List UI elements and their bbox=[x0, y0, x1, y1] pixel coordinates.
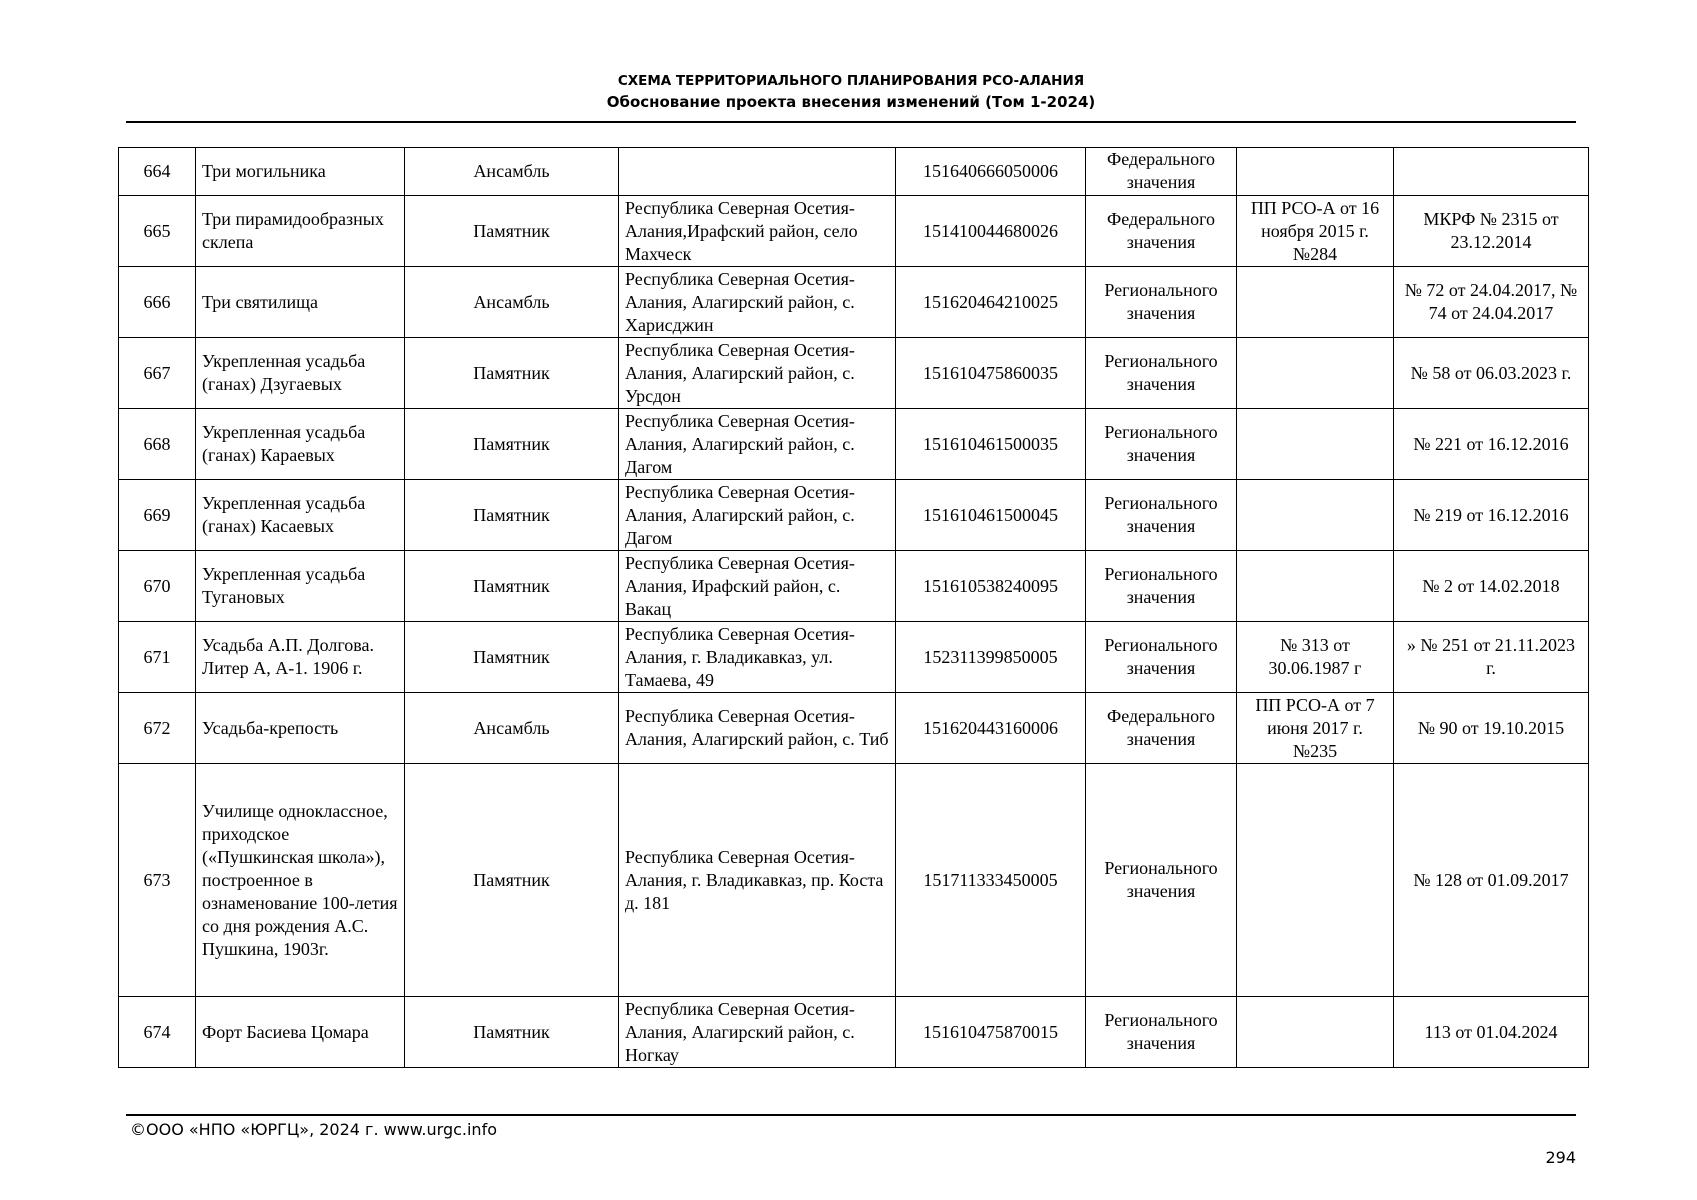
footer-copyright: ©ООО «НПО «ЮРГЦ», 2024 г. www.urgc.info bbox=[130, 1120, 497, 1139]
cell-registry-number: 151610475860035 bbox=[896, 338, 1086, 409]
cell-number: 669 bbox=[119, 480, 196, 551]
cell-significance: Регионального значения bbox=[1086, 622, 1237, 693]
page-header bbox=[126, 72, 1576, 114]
cell-address: Республика Северная Осетия-Алания, г. Владикавказ, пр. Коста д. 181 bbox=[619, 764, 896, 997]
cell-number: 671 bbox=[119, 622, 196, 693]
cell-order: № 2 от 14.02.2018 bbox=[1394, 551, 1589, 622]
table-body bbox=[119, 148, 1589, 1068]
cell-number: 664 bbox=[119, 148, 196, 196]
cell-number: 673 bbox=[119, 764, 196, 997]
cell-object-type: Ансамбль bbox=[405, 148, 619, 196]
cell-object-name: Три могильника bbox=[196, 148, 405, 196]
cell-registry-number: 151711333450005 bbox=[896, 764, 1086, 997]
cell-document bbox=[1237, 409, 1394, 480]
cell-order: № 72 от 24.04.2017, № 74 от 24.04.2017 bbox=[1394, 267, 1589, 338]
cell-document bbox=[1237, 338, 1394, 409]
cell-object-type: Ансамбль bbox=[405, 693, 619, 764]
table-row bbox=[119, 196, 1589, 267]
cell-registry-number: 151610461500035 bbox=[896, 409, 1086, 480]
cell-object-type: Ансамбль bbox=[405, 267, 619, 338]
cell-order: МКРФ № 2315 от 23.12.2014 bbox=[1394, 196, 1589, 267]
cell-registry-number: 151620443160006 bbox=[896, 693, 1086, 764]
table-row bbox=[119, 409, 1589, 480]
cell-significance: Регионального значения bbox=[1086, 267, 1237, 338]
cell-significance: Регионального значения bbox=[1086, 409, 1237, 480]
cell-order: № 221 от 16.12.2016 bbox=[1394, 409, 1589, 480]
document-subtitle: Обоснование проекта внесения изменений (Том 1-2024) bbox=[606, 93, 1096, 111]
cell-registry-number: 151610475870015 bbox=[896, 997, 1086, 1068]
cell-document: ПП РСО-А от 7 июня 2017 г. №235 bbox=[1237, 693, 1394, 764]
cell-address: Республика Северная Осетия-Алания, г. Владикавказ, ул. Тамаева, 49 bbox=[619, 622, 896, 693]
cell-number: 670 bbox=[119, 551, 196, 622]
cell-significance: Регионального значения bbox=[1086, 480, 1237, 551]
cell-order: № 58 от 06.03.2023 г. bbox=[1394, 338, 1589, 409]
cell-significance: Федерального значения bbox=[1086, 196, 1237, 267]
cell-object-type: Памятник bbox=[405, 338, 619, 409]
cell-registry-number: 151610461500045 bbox=[896, 480, 1086, 551]
cell-registry-number: 151620464210025 bbox=[896, 267, 1086, 338]
cell-order bbox=[1394, 148, 1589, 196]
cell-object-name: Форт Басиева Цомара bbox=[196, 997, 405, 1068]
cell-significance: Регионального значения bbox=[1086, 338, 1237, 409]
cell-address: Республика Северная Осетия-Алания, Алагирский район, с. Дагом bbox=[619, 480, 896, 551]
cell-order: 113 от 01.04.2024 bbox=[1394, 997, 1589, 1068]
cell-object-type: Памятник bbox=[405, 622, 619, 693]
cell-document: ПП РСО-А от 16 ноября 2015 г. №284 bbox=[1237, 196, 1394, 267]
cell-significance: Федерального значения bbox=[1086, 693, 1237, 764]
cell-order: № 219 от 16.12.2016 bbox=[1394, 480, 1589, 551]
page-number: 294 bbox=[1545, 1148, 1576, 1167]
cell-registry-number: 151640666050006 bbox=[896, 148, 1086, 196]
cell-address bbox=[619, 148, 896, 196]
table-row bbox=[119, 693, 1589, 764]
cell-document: № 313 от 30.06.1987 г bbox=[1237, 622, 1394, 693]
cell-document bbox=[1237, 480, 1394, 551]
cell-object-name: Укрепленная усадьба (ганах) Дзугаевых bbox=[196, 338, 405, 409]
cell-registry-number: 151610538240095 bbox=[896, 551, 1086, 622]
cell-object-name: Усадьба-крепость bbox=[196, 693, 405, 764]
cell-object-name: Усадьба А.П. Долгова. Литер А, А-1. 1906 г. bbox=[196, 622, 405, 693]
cell-number: 665 bbox=[119, 196, 196, 267]
cell-object-type: Памятник bbox=[405, 764, 619, 997]
header-divider bbox=[126, 121, 1576, 123]
table-row bbox=[119, 622, 1589, 693]
cell-object-type: Памятник bbox=[405, 196, 619, 267]
cell-address: Республика Северная Осетия-Алания, Ирафский район, с. Вакац bbox=[619, 551, 896, 622]
cell-significance: Регионального значения bbox=[1086, 997, 1237, 1068]
cell-object-type: Памятник bbox=[405, 409, 619, 480]
cell-order: № 128 от 01.09.2017 bbox=[1394, 764, 1589, 997]
cell-number: 667 bbox=[119, 338, 196, 409]
cell-address: Республика Северная Осетия-Алания, Алагирский район, с. Тиб bbox=[619, 693, 896, 764]
cell-object-name: Укрепленная усадьба Тугановых bbox=[196, 551, 405, 622]
cell-order: № 90 от 19.10.2015 bbox=[1394, 693, 1589, 764]
document-title: СХЕМА ТЕРРИТОРИАЛЬНОГО ПЛАНИРОВАНИЯ РСО-АЛАНИЯ bbox=[617, 73, 1085, 89]
table-row bbox=[119, 551, 1589, 622]
cell-order: » № 251 от 21.11.2023 г. bbox=[1394, 622, 1589, 693]
cell-significance: Регионального значения bbox=[1086, 551, 1237, 622]
table-row bbox=[119, 480, 1589, 551]
cell-significance: Регионального значения bbox=[1086, 764, 1237, 997]
table-row bbox=[119, 338, 1589, 409]
cell-document bbox=[1237, 148, 1394, 196]
cell-registry-number: 152311399850005 bbox=[896, 622, 1086, 693]
cell-address: Республика Северная Осетия-Алания, Алагирский район, с. Ногкау bbox=[619, 997, 896, 1068]
cell-document bbox=[1237, 997, 1394, 1068]
cell-object-name: Три святилища bbox=[196, 267, 405, 338]
cell-number: 674 bbox=[119, 997, 196, 1068]
cell-number: 672 bbox=[119, 693, 196, 764]
cell-number: 668 bbox=[119, 409, 196, 480]
table-row bbox=[119, 148, 1589, 196]
cell-object-type: Памятник bbox=[405, 551, 619, 622]
footer-divider bbox=[126, 1114, 1576, 1116]
cell-registry-number: 151410044680026 bbox=[896, 196, 1086, 267]
cell-address: Республика Северная Осетия-Алания,Ирафский район, село Махческ bbox=[619, 196, 896, 267]
cell-object-name: Укрепленная усадьба (ганах) Караевых bbox=[196, 409, 405, 480]
cell-address: Республика Северная Осетия-Алания, Алагирский район, с. Дагом bbox=[619, 409, 896, 480]
cell-address: Республика Северная Осетия-Алания, Алагирский район, с. Харисджин bbox=[619, 267, 896, 338]
cell-object-name: Укрепленная усадьба (ганах) Касаевых bbox=[196, 480, 405, 551]
cell-document bbox=[1237, 551, 1394, 622]
cell-object-type: Памятник bbox=[405, 480, 619, 551]
cell-object-type: Памятник bbox=[405, 997, 619, 1068]
cell-document bbox=[1237, 764, 1394, 997]
cell-object-name: Училище одноклассное, приходское («Пушкинская школа»), построенное в ознаменование 100-летия со дня рождения А.С. Пушкина, 1903г. bbox=[196, 764, 405, 997]
table-row bbox=[119, 997, 1589, 1068]
cell-object-name: Три пирамидообразных склепа bbox=[196, 196, 405, 267]
table-row bbox=[119, 764, 1589, 997]
cell-significance: Федерального значения bbox=[1086, 148, 1237, 196]
cell-number: 666 bbox=[119, 267, 196, 338]
cell-address: Республика Северная Осетия-Алания, Алагирский район, с. Урсдон bbox=[619, 338, 896, 409]
heritage-objects-table bbox=[118, 147, 1589, 1068]
cell-document bbox=[1237, 267, 1394, 338]
table-row bbox=[119, 267, 1589, 338]
